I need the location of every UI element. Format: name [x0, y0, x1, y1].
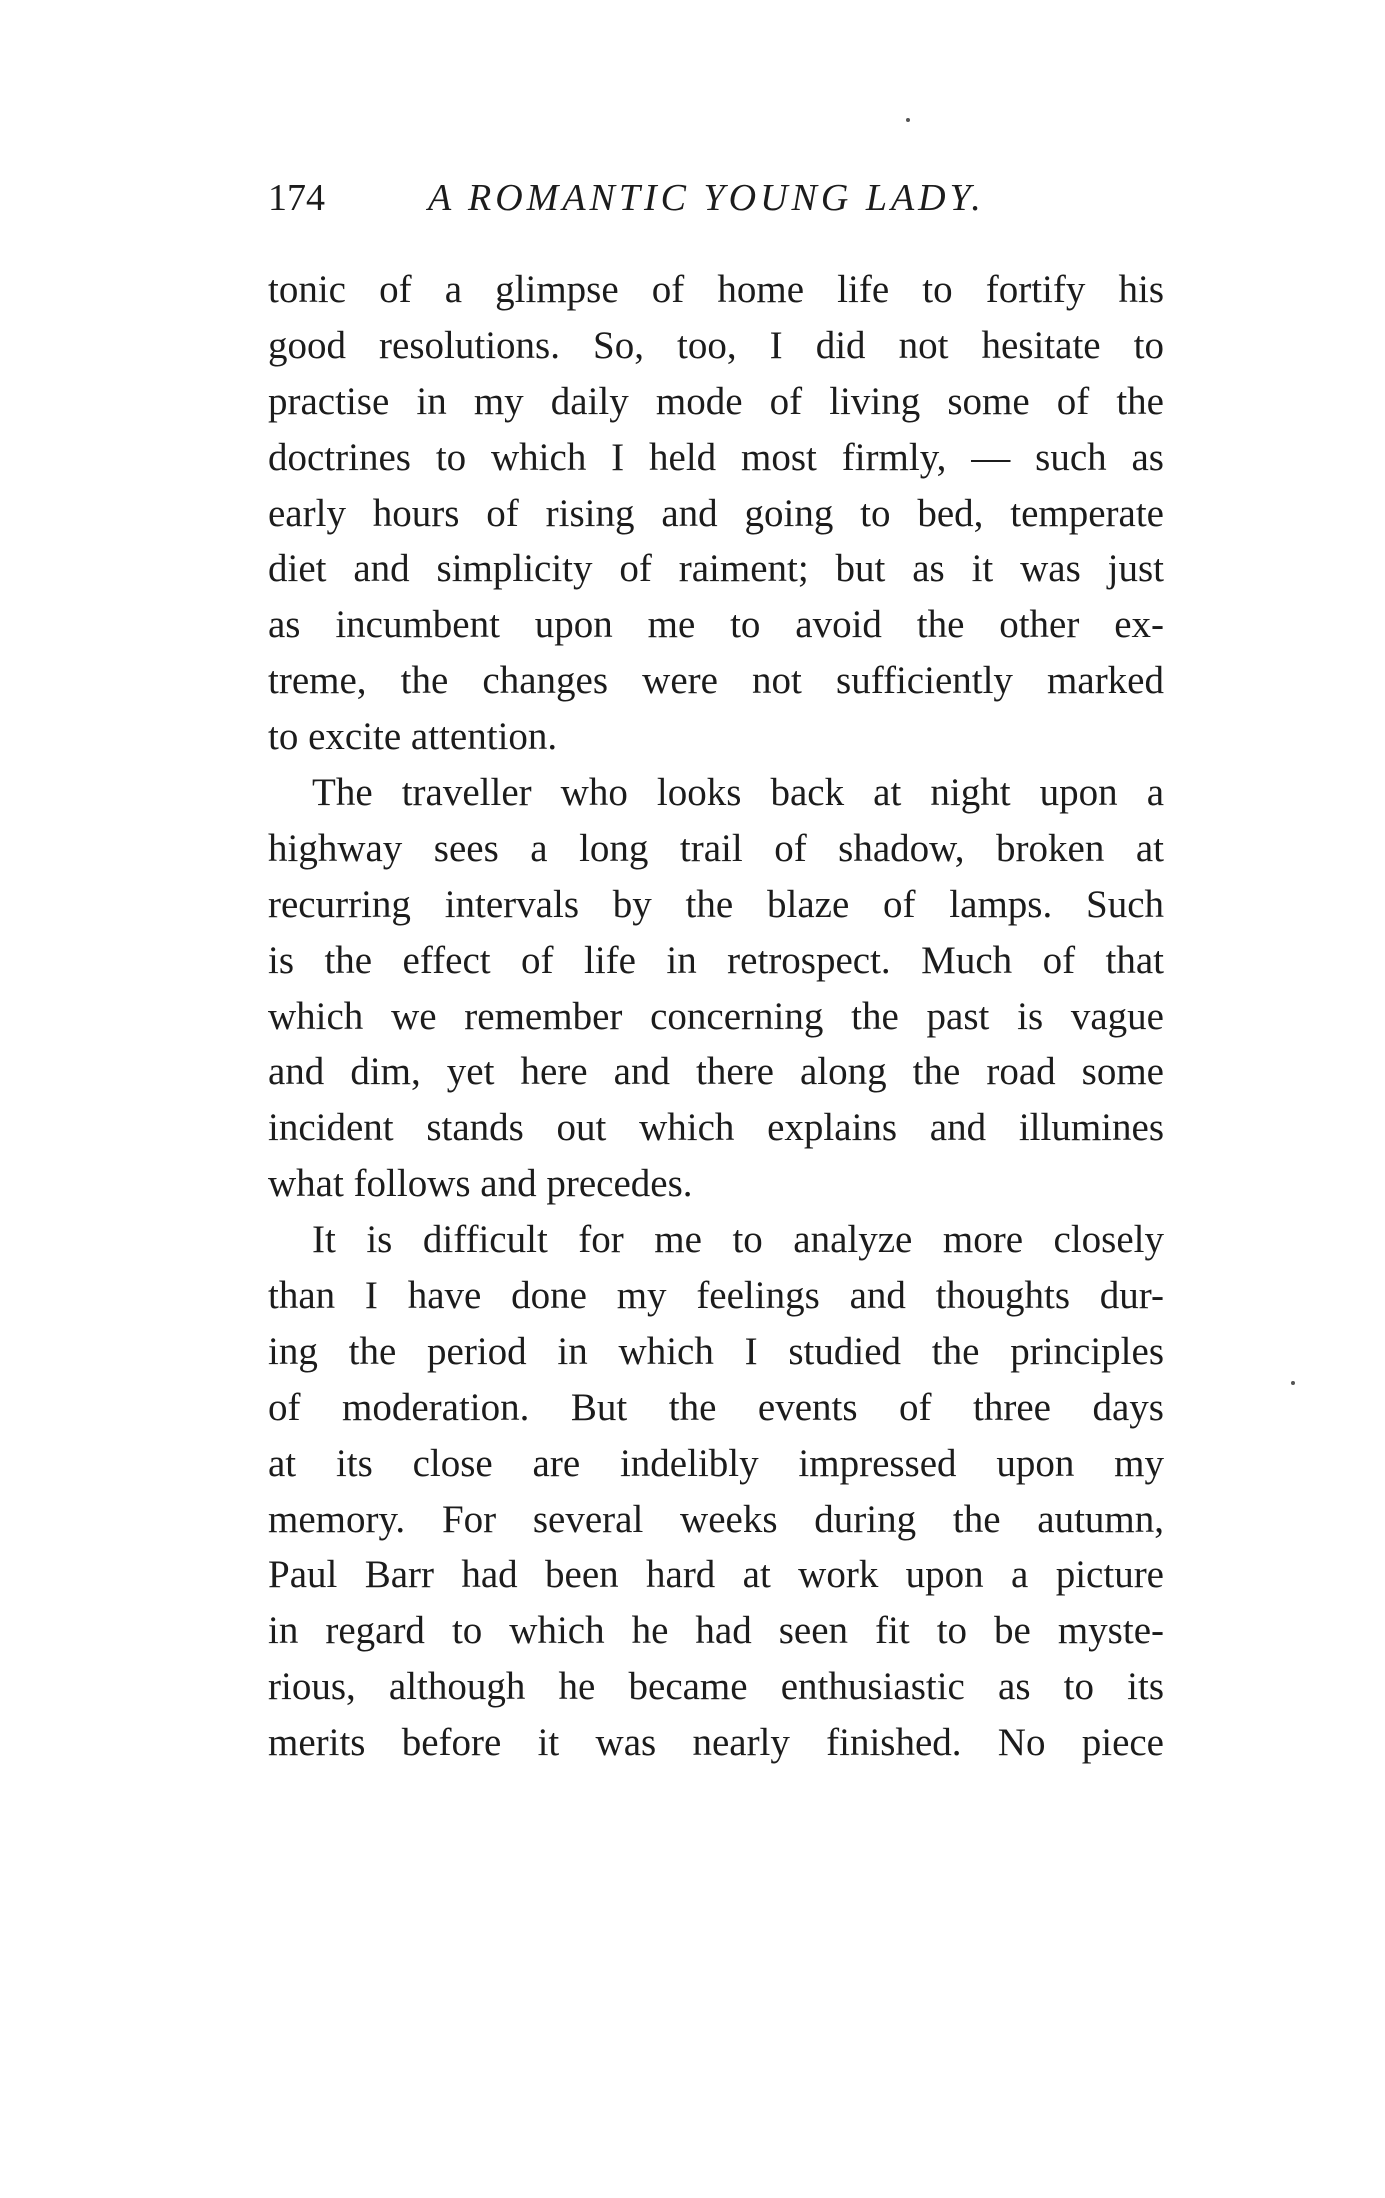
text-line: doctrines to which I held most firmly, — such as [268, 435, 1164, 479]
text-line: treme, the changes were not sufficiently marked [268, 659, 1164, 703]
text-line: merits before it was nearly finished. No piece [268, 1721, 1164, 1765]
text-line: recurring intervals by the blaze of lamps. Such [268, 882, 1164, 926]
text-line: in regard to which he had seen fit to be myste- [268, 1609, 1164, 1653]
text-line: as incumbent upon me to avoid the other ex- [268, 603, 1164, 647]
text-line: practise in my daily mode of living some of the [268, 379, 1164, 423]
text-line: which we remember concerning the past is vague [268, 994, 1164, 1038]
text-line: incident stands out which explains and illumines [268, 1106, 1164, 1150]
body-text [268, 262, 1164, 1771]
ink-speck [906, 118, 910, 122]
text-line: rious, although he became enthusiastic as to its [268, 1665, 1164, 1709]
text-line: what follows and precedes. [268, 1162, 693, 1206]
ink-speck [1291, 1381, 1295, 1385]
text-line: good resolutions. So, too, I did not hesitate to [268, 323, 1164, 367]
paragraph-2 [268, 765, 1164, 1212]
text-line: is the effect of life in retrospect. Much of that [268, 938, 1164, 982]
text-line: than I have done my feelings and thoughts dur- [268, 1274, 1164, 1318]
text-line: tonic of a glimpse of home life to fortify his [268, 268, 1164, 311]
text-line: early hours of rising and going to bed, temperate [268, 491, 1164, 535]
running-title: A ROMANTIC YOUNG LADY. [428, 177, 985, 219]
text-line: at its close are indelibly impressed upon my [268, 1441, 1164, 1485]
text-line: ing the period in which I studied the principles [268, 1329, 1164, 1373]
text-line: diet and simplicity of raiment; but as it was just [268, 547, 1164, 591]
text-line: The traveller who looks back at night upon a [312, 771, 1164, 815]
text-line: of moderation. But the events of three days [268, 1385, 1164, 1429]
paragraph-1 [268, 262, 1164, 765]
running-header [268, 168, 1168, 228]
text-line: highway sees a long trail of shadow, broken at [268, 826, 1164, 870]
text-line: It is difficult for me to analyze more closely [312, 1218, 1164, 1262]
paragraph-3 [268, 1212, 1164, 1771]
text-line: and dim, yet here and there along the road some [268, 1050, 1164, 1094]
text-line: to excite attention. [268, 715, 558, 759]
text-line: memory. For several weeks during the autumn, [268, 1497, 1164, 1541]
page-number: 174 [268, 177, 325, 219]
text-line: Paul Barr had been hard at work upon a picture [268, 1553, 1164, 1597]
